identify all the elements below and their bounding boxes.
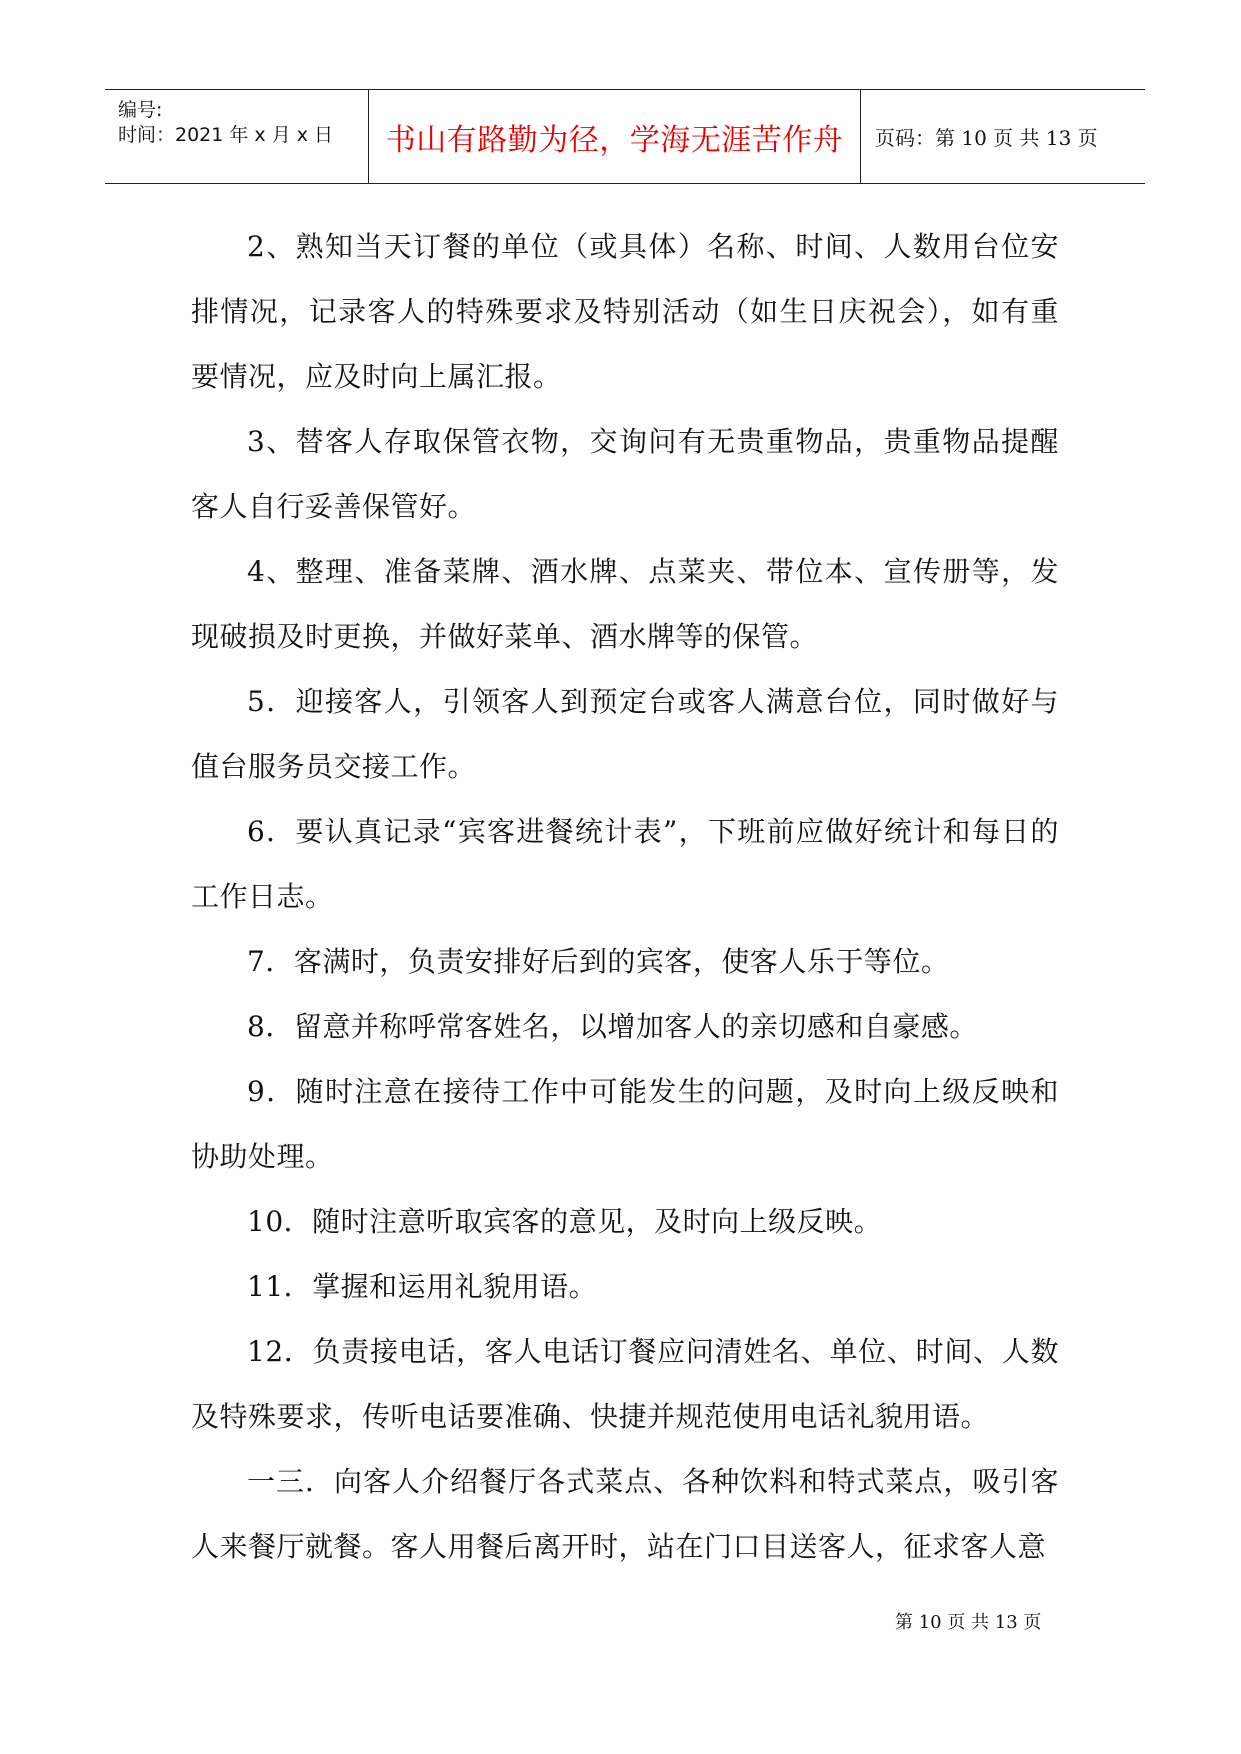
paragraph: 8．留意并称呼常客姓名，以增加客人的亲切感和自豪感。 xyxy=(247,1010,978,1043)
header-meta xyxy=(105,90,369,183)
paragraph: 10．随时注意听取宾客的意见，及时向上级反映。 xyxy=(247,1205,883,1238)
header-page-label: 页码：第 10 页 共 13 页 xyxy=(875,126,1098,150)
header-motto: 书山有路勤为径，学海无涯苦作舟 xyxy=(385,122,844,158)
paragraph: 11．掌握和运用礼貌用语。 xyxy=(247,1270,598,1303)
document-body xyxy=(191,214,1059,1579)
paragraph: 一三．向客人介绍餐厅各式菜点、各种饮料和特式菜点，吸引客人来餐厅就餐。客人用餐后离开时，站在门口目送客人，征求客人意 xyxy=(191,1465,1059,1563)
paragraph: 9．随时注意在接待工作中可能发生的问题，及时向上级反映和协助处理。 xyxy=(191,1075,1059,1173)
paragraph: 4、整理、准备菜牌、酒水牌、点菜夹、带位本、宣传册等，发现破损及时更换，并做好菜单、酒水牌等的保管。 xyxy=(191,555,1059,653)
document-header xyxy=(105,89,1145,184)
paragraph: 6．要认真记录“宾客进餐统计表”，下班前应做好统计和每日的工作日志。 xyxy=(191,815,1059,913)
paragraph: 3、替客人存取保管衣物，交询问有无贵重物品，贵重物品提醒客人自行妥善保管好。 xyxy=(191,425,1059,523)
paragraph: 5．迎接客人，引领客人到预定台或客人满意台位，同时做好与值台服务员交接工作。 xyxy=(191,685,1059,783)
document-time-label: 时间：2021 年 x 月 x 日 xyxy=(118,124,334,146)
header-page-cell xyxy=(861,90,1145,183)
paragraph: 12．负责接电话，客人电话订餐应问清姓名、单位、时间、人数及特殊要求，传听电话要准确、快捷并规范使用电话礼貌用语。 xyxy=(191,1335,1059,1433)
paragraph: 7．客满时，负责安排好后到的宾客，使客人乐于等位。 xyxy=(247,945,950,978)
page-footer: 第 10 页 共 13 页 xyxy=(895,1612,1042,1633)
header-motto-cell xyxy=(369,90,861,183)
paragraph: 2、熟知当天订餐的单位（或具体）名称、时间、人数用台位安排情况，记录客人的特殊要求及特别活动（如生日庆祝会），如有重要情况，应及时向上属汇报。 xyxy=(191,230,1059,393)
document-number-label: 编号: xyxy=(118,99,163,121)
